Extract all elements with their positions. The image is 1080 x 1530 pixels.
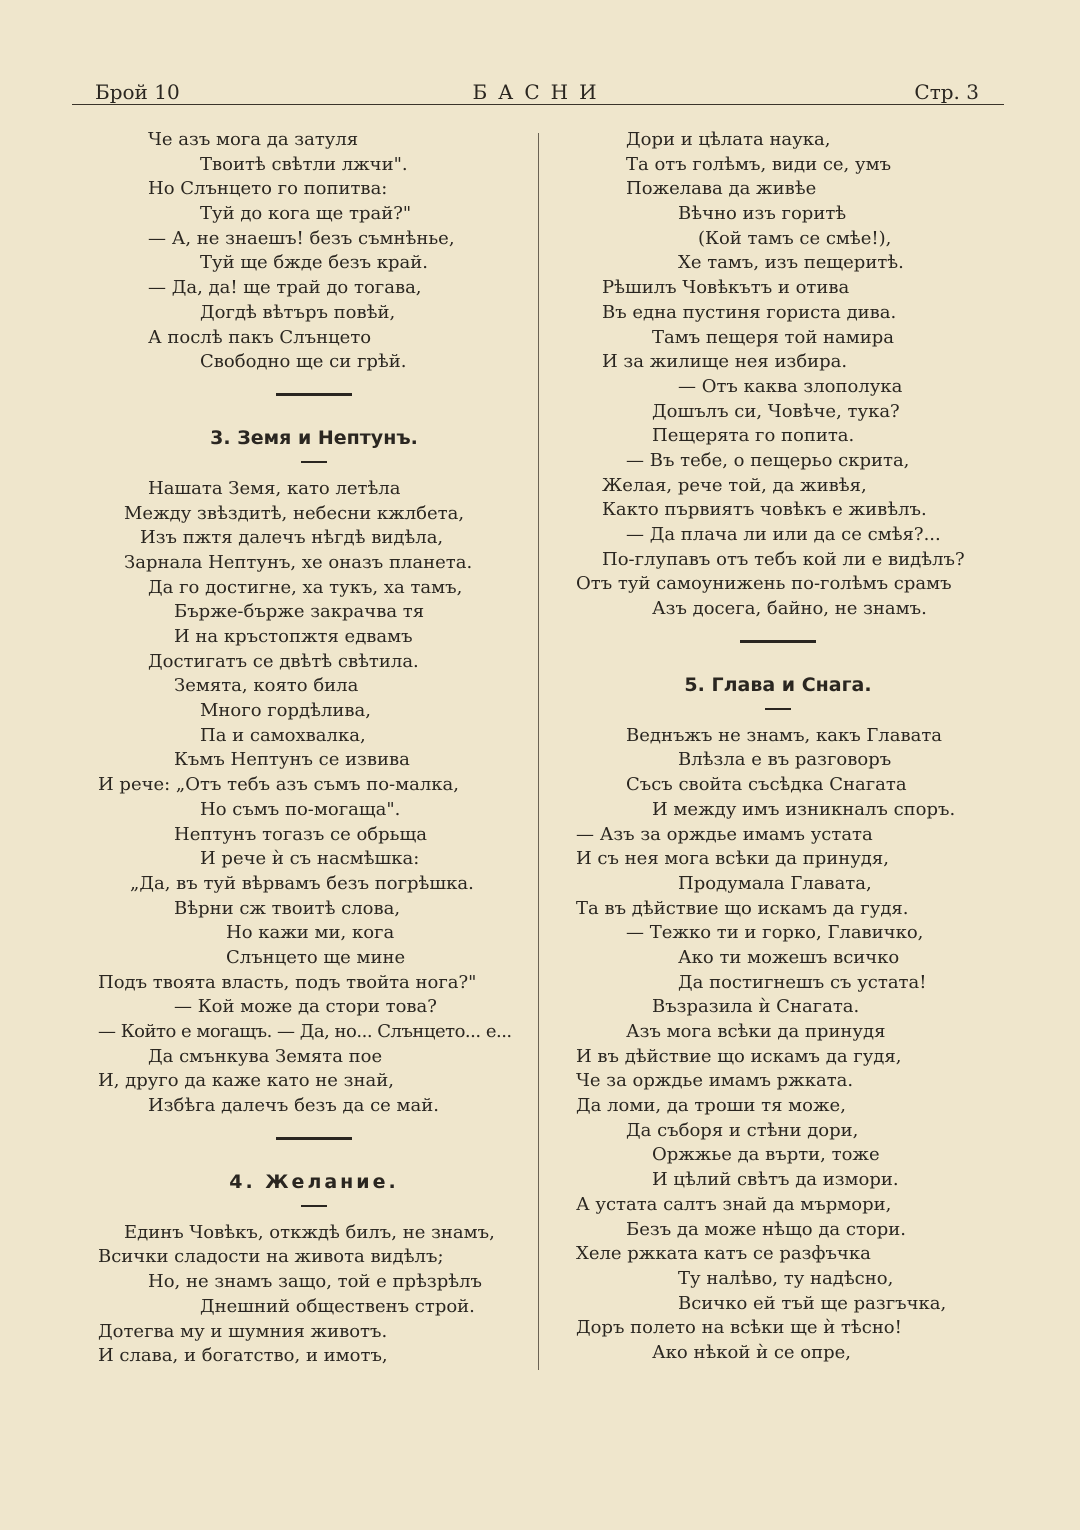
verse-line: Съсъ свойта съсѣдка Снагата bbox=[626, 774, 907, 796]
verse-line: И цѣлий свѣтъ да измори. bbox=[652, 1169, 899, 1191]
verse-line: Ако ти можешъ всичко bbox=[678, 946, 900, 968]
verse-line: (Кой тамъ се смѣе!), bbox=[698, 227, 892, 249]
verse-line: Единъ Човѣкъ, откждѣ билъ, не знамъ, bbox=[124, 1221, 495, 1243]
verse-line: Хеле ржката катъ се разфъчка bbox=[576, 1243, 871, 1265]
verse-line: Въ една пустиня гориста дива. bbox=[602, 301, 897, 323]
verse-line: Да смънкува Земята пое bbox=[148, 1045, 383, 1067]
verse-line: Нашата Земя, като летѣла bbox=[148, 477, 401, 499]
verse-line: Достигатъ се двѣтѣ свѣтила. bbox=[148, 650, 419, 672]
verse-line: Всички сладости на живота видѣлъ; bbox=[98, 1246, 444, 1268]
section-separator bbox=[576, 630, 980, 654]
poem-ending bbox=[98, 128, 530, 375]
verse-line: „Да, въ туй вѣрвамъ безъ погрѣшка. bbox=[130, 872, 474, 894]
verse-line: Зарнала Нептунъ, хе оназъ планета. bbox=[124, 551, 473, 573]
verse-line: Земята, която била bbox=[174, 675, 359, 697]
verse-line: Подъ твоята власть, подъ твойта нога?" bbox=[98, 971, 477, 993]
verse-line: Че за орждье имамъ ржката. bbox=[576, 1070, 854, 1092]
verse-line: Нептунъ тогазъ се обрьща bbox=[174, 823, 427, 845]
verse-line: Днешний общественъ строй. bbox=[200, 1295, 475, 1317]
fable-4-text bbox=[98, 1221, 530, 1369]
fable-4-continued bbox=[576, 128, 980, 622]
verse-line: Вѣрни сж твоитѣ слова, bbox=[174, 897, 401, 919]
verse-line: Веднъжъ не знамъ, какъ Главата bbox=[626, 724, 943, 746]
verse-line: А устата салтъ знай да мърмори, bbox=[576, 1193, 892, 1215]
verse-line: — Кой може да стори това? bbox=[174, 996, 437, 1018]
fable-5-title: 5. Глава и Снага. bbox=[684, 673, 872, 696]
verse-line: Хе тамъ, изъ пещеритѣ. bbox=[678, 252, 904, 274]
verse-line: Туй ще бжде безъ край. bbox=[200, 252, 428, 274]
header-rule bbox=[72, 104, 1004, 105]
verse-line: Изъ пжтя далечъ нѣгдѣ видѣла, bbox=[140, 527, 444, 549]
verse-line: Рѣшилъ Човѣкътъ и отива bbox=[602, 277, 850, 299]
verse-line: Слънцето ще мине bbox=[226, 946, 406, 968]
verse-line: Да съборя и стѣни дори, bbox=[626, 1119, 859, 1141]
verse-line: И между имъ изникналъ споръ. bbox=[652, 798, 956, 820]
verse-line: Догдѣ вѣтъръ повѣй, bbox=[200, 301, 396, 323]
verse-line: Да ломи, да троши тя може, bbox=[576, 1095, 846, 1117]
verse-line: И слава, и богатство, и имотъ, bbox=[98, 1345, 388, 1367]
verse-line: Дори и цѣлата наука, bbox=[626, 129, 831, 150]
verse-line: Туй до кога ще трай?" bbox=[200, 203, 412, 225]
verse-line: И, друго да каже като не знай, bbox=[98, 1070, 394, 1092]
verse-line: Свободно ще си грѣй. bbox=[200, 351, 407, 373]
verse-line: Но Слънцето го попитва: bbox=[148, 178, 388, 200]
section-separator bbox=[98, 1127, 530, 1151]
verse-line: Оржжье да върти, тоже bbox=[652, 1144, 880, 1166]
verse-line: — А, не знаешъ! безъ съмнѣнье, bbox=[148, 227, 455, 249]
verse-line: Както първиятъ човѣкъ е живѣлъ. bbox=[602, 499, 927, 521]
right-column bbox=[576, 128, 980, 1366]
verse-line: Желая, рече той, да живѣя, bbox=[602, 474, 867, 496]
verse-line: Влѣзла е въ разговоръ bbox=[678, 749, 892, 771]
verse-line: Ако нѣкой ѝ се опре, bbox=[652, 1341, 852, 1363]
page-number: Стр. 3 bbox=[914, 80, 979, 104]
verse-line: Но съмъ по-могаща". bbox=[200, 798, 401, 820]
verse-line: Дошълъ си, Човѣче, тука? bbox=[652, 400, 900, 422]
verse-line: Па и самохвалка, bbox=[200, 724, 366, 746]
title-dash bbox=[98, 457, 530, 469]
verse-line: И на кръстопжтя едвамъ bbox=[174, 626, 413, 647]
verse-line: Твоитѣ свѣтли лжчи". bbox=[200, 153, 408, 175]
left-column bbox=[98, 128, 530, 1369]
verse-line: Та отъ голѣмъ, види се, умъ bbox=[626, 153, 892, 175]
verse-line: Много гордѣлива, bbox=[200, 700, 371, 722]
verse-line: Безъ да може нѣщо да стори. bbox=[626, 1218, 906, 1240]
running-title: БАСНИ bbox=[472, 80, 608, 104]
verse-line: Тамъ пещеря той намира bbox=[652, 326, 895, 348]
verse-line: — Да плача ли или да се смѣя?... bbox=[626, 524, 941, 545]
verse-line: Но, не знамъ защо, той е прѣзрѣлъ bbox=[148, 1271, 482, 1293]
title-dash bbox=[576, 704, 980, 716]
issue-number: Брой 10 bbox=[95, 80, 180, 104]
verse-line: По-глупавъ отъ тебъ кой ли е видѣлъ? bbox=[602, 548, 965, 570]
verse-line: И въ дѣйствие що искамъ да гудя, bbox=[576, 1045, 902, 1067]
verse-line: — Азъ за орждье имамъ устата bbox=[576, 823, 873, 845]
verse-line: Дотегва му и шумния животъ. bbox=[98, 1320, 388, 1342]
verse-line: — Отъ каква злополука bbox=[678, 375, 903, 397]
verse-line: — Тежко ти и горко, Главичко, bbox=[626, 922, 924, 944]
fable-4-title: 4. Желание. bbox=[229, 1170, 399, 1193]
page-header bbox=[95, 80, 985, 110]
verse-line: Пожелава да живѣе bbox=[626, 178, 817, 200]
verse-line: Всичко ей тъй ще разгъчка, bbox=[678, 1292, 947, 1314]
verse-line: Бърже-бърже закрачва тя bbox=[174, 601, 425, 623]
verse-line: Къмъ Нептунъ се извива bbox=[174, 749, 410, 771]
verse-line: Азъ мога всѣки да принудя bbox=[626, 1021, 886, 1042]
section-separator bbox=[98, 383, 530, 407]
verse-line: Че азъ мога да затуля bbox=[148, 129, 359, 150]
verse-line: — Който е могащъ. — Да, но... Слънцето... е... bbox=[98, 1021, 512, 1042]
fable-5-text bbox=[576, 724, 980, 1366]
verse-line: И рече ѝ съ насмѣшка: bbox=[200, 848, 420, 870]
verse-line: Пещерята го попита. bbox=[652, 425, 855, 447]
verse-line: А послѣ пакъ Слънцето bbox=[148, 326, 372, 348]
verse-line: Избѣга далечъ безъ да се май. bbox=[148, 1095, 439, 1117]
verse-line: Доръ полето на всѣки ще ѝ тѣсно! bbox=[576, 1317, 902, 1339]
verse-line: Но кажи ми, кога bbox=[226, 922, 395, 944]
verse-line: И рече: „Отъ тебъ азъ съмъ по-малка, bbox=[98, 774, 459, 796]
verse-line: Да постигнешъ съ устата! bbox=[678, 971, 927, 993]
verse-line: Отъ туй самоунижень по-голѣмъ срамъ bbox=[576, 573, 952, 595]
verse-line: Азъ досега, байно, не знамъ. bbox=[652, 598, 927, 620]
verse-line: Между звѣздитѣ, небесни кжлбета, bbox=[124, 502, 465, 524]
verse-line: И съ нея мога всѣки да принудя, bbox=[576, 848, 889, 870]
verse-line: И за жилище нея избира. bbox=[602, 351, 848, 373]
column-divider bbox=[538, 133, 539, 1370]
fable-3-title: 3. Земя и Нептунъ. bbox=[210, 426, 418, 449]
verse-line: Вѣчно изъ горитѣ bbox=[678, 203, 847, 225]
verse-line: Да го достигне, ха тукъ, ха тамъ, bbox=[148, 576, 463, 598]
verse-line: Продумала Главата, bbox=[678, 872, 872, 894]
verse-line: Ту налѣво, ту надѣсно, bbox=[678, 1267, 894, 1289]
verse-line: Възразила ѝ Снагата. bbox=[652, 996, 860, 1018]
title-dash bbox=[98, 1201, 530, 1213]
verse-line: — Въ тебе, о пещерьо скрита, bbox=[626, 449, 910, 471]
verse-line: Та въ дѣйствие що искамъ да гудя. bbox=[576, 897, 909, 919]
verse-line: — Да, да! ще трай до тогава, bbox=[148, 277, 422, 299]
fable-3-text bbox=[98, 477, 530, 1119]
